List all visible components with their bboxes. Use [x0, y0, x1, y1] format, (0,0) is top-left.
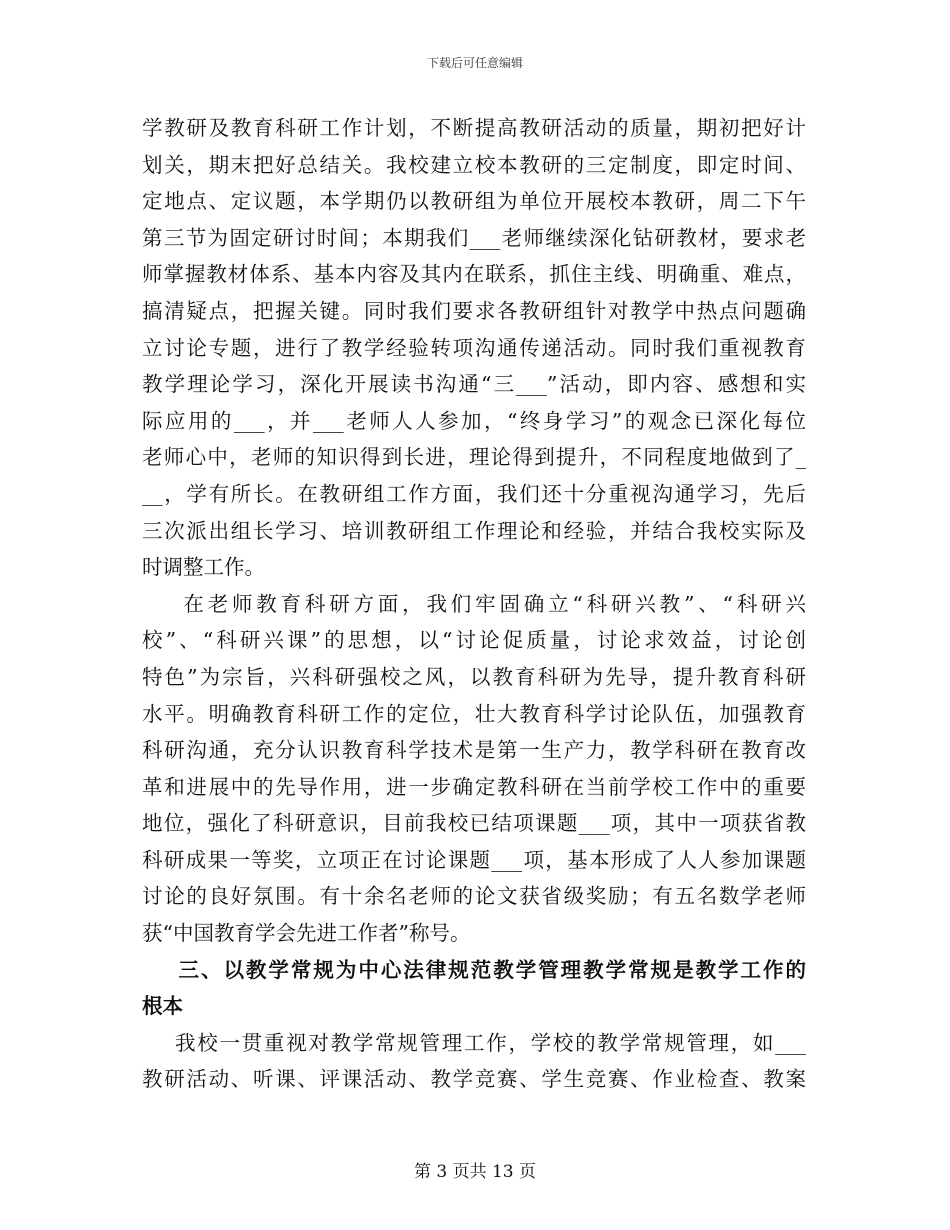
text-line: 我校一贯重视对教学常规管理工作，学校的教学常规管理，如___ [142, 1030, 806, 1055]
text-line: 立讨论专题，进行了教学经验转项沟通传递活动。同时我们重视教育 [142, 335, 806, 360]
section-heading: 根本 [142, 994, 183, 1019]
text-line: 第三节为固定研讨时间；本期我们___老师继续深化钻研教材，要求老 [142, 225, 806, 250]
text-line: 科研沟通，充分认识教育科学技术是第一生产力，教学科研在教育改 [142, 738, 806, 763]
page-footer: 第 3 页共 13 页 [413, 1162, 537, 1182]
body-text [142, 110, 806, 1098]
text-line: 际应用的___，并___老师人人参加，“终身学习”的观念已深化每位 [142, 408, 806, 433]
text-line: 水平。明确教育科研工作的定位，壮大教育科学讨论队伍，加强教育 [142, 701, 806, 726]
text-line: 校”、“科研兴课”的思想，以“讨论促质量，讨论求效益，讨论创 [142, 628, 806, 653]
text-line: 地位，强化了科研意识，目前我校已结项课题___项，其中一项获省教 [142, 811, 806, 836]
text-line: __，学有所长。在教研组工作方面，我们还十分重视沟通学习，先后 [142, 481, 806, 506]
text-line: 讨论的良好氛围。有十余名老师的论文获省级奖励；有五名数学老师 [142, 884, 806, 909]
text-line: 科研成果一等奖，立项正在讨论课题___项，基本形成了人人参加课题 [142, 847, 806, 872]
text-line: 定地点、定议题，本学期仍以教研组为单位开展校本教研，周二下午 [142, 189, 806, 214]
text-line: 师掌握教材体系、基本内容及其内在联系，抓住主线、明确重、难点， [142, 262, 806, 287]
text-line: 划关，期末把好总结关。我校建立校本教研的三定制度，即定时间、 [142, 152, 806, 177]
text-line: 时调整工作。 [142, 555, 265, 580]
text-line: 老师心中，老师的知识得到长进，理论得到提升，不同程度地做到了_ [142, 445, 806, 470]
text-line: 特色”为宗旨，兴科研强校之风，以教育科研为先导，提升教育科研 [142, 664, 806, 689]
text-line: 获“中国教育学会先进工作者”称号。 [142, 921, 471, 946]
text-line: 搞清疑点，把握关键。同时我们要求各教研组针对教学中热点问题确 [142, 298, 806, 323]
text-line: 学教研及教育科研工作计划，不断提高教研活动的质量，期初把好计 [142, 116, 806, 140]
text-line: 三次派出组长学习、培训教研组工作理论和经验，并结合我校实际及 [142, 518, 806, 543]
page-header: 下载后可任意编辑 [426, 56, 523, 70]
section-heading: 三、以教学常规为中心法律规范教学管理教学常规是教学工作的 [142, 957, 806, 982]
text-line: 教学理论学习，深化开展读书沟通“三___”活动，即内容、感想和实 [142, 372, 806, 397]
text-line: 革和进展中的先导作用，进一步确定教科研在当前学校工作中的重要 [142, 774, 806, 799]
text-line: 教研活动、听课、评课活动、教学竞赛、学生竞赛、作业检查、教案 [142, 1067, 806, 1092]
text-line: 在老师教育科研方面，我们牢固确立“科研兴教”、“科研兴 [142, 591, 806, 616]
